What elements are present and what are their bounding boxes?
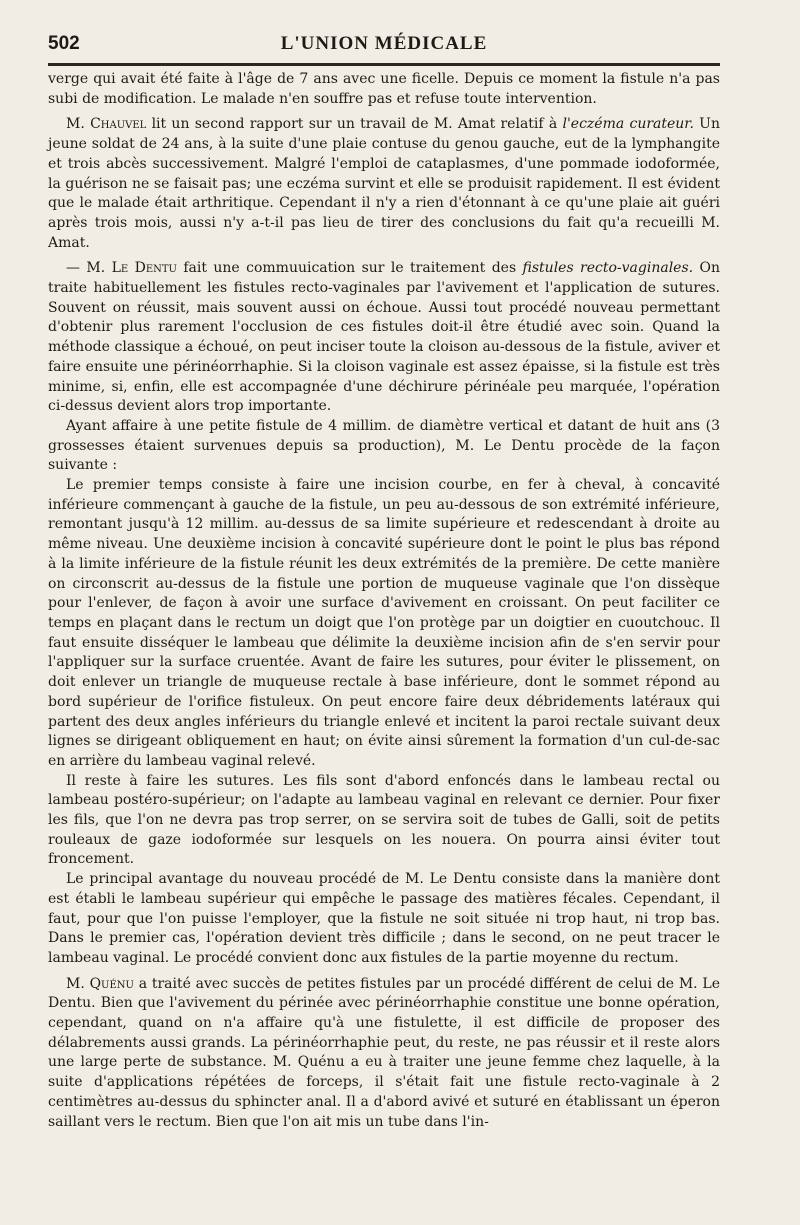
paragraph-3: — M. Le Dentu fait une commuuication sur le traitement des fistules recto-vaginales. On traite habituellement les fistules recto-vaginales par l'avivement et l'application de sutures. Souvent on réussit, mais souvent aussi on échoue. Aussi tout procédé nouveau permettant d'obtenir plus rarement l'occlusion de ces fistules doit-il être étudié avec soin. Quand la méthode classique a échoué, on peut inciser toute la cloison au-dessous de la fistule, aviver et faire ensuite une périnéorrhaphie. Si la cloison vaginale est assez épaisse, si la fistule est très minime, si, enfin, elle est accompagnée d'une déchirure périnéale peu marquée, l'opération ci-dessus devient alors trop importante. bbox=[48, 260, 721, 415]
running-head: L'UNION MÉDICALE bbox=[280, 33, 488, 54]
author-name: Le Dentu bbox=[111, 260, 177, 277]
header-rule bbox=[48, 63, 720, 66]
page-header bbox=[48, 33, 720, 59]
body-text bbox=[48, 70, 720, 1132]
paragraph-4: Ayant affaire à une petite fistule de 4 millim. de diamètre vertical et datant de huit ans (3 grossesses étaient survenues depuis sa production), M. Le Dentu procède de la façon suivante : bbox=[48, 417, 720, 474]
paragraph-8: M. Quénu a traité avec succès de petites fistules par un procédé différent de celui de M. Le Dentu. Bien que l'avivement du périnée avec périnéorrhaphie constitue une bonne opération, cependant, quand on n'a affaire qu'à une fistulette, il est difficile de proposer des délabrements aussi grands. La périnéorrhaphie peut, du reste, ne pas réussir et il reste alors une large perte de substance. M. Quénu a eu à traiter une jeune femme chez laquelle, à la suite d'applications répétées de forceps, il s'était fait une fistule recto-vaginale à 2 centimètres au-dessus du sphincter anal. Il a d'abord avivé et suturé en établissant un éperon saillant vers le rectum. Bien que l'on ait mis un tube dans l'in- bbox=[48, 975, 720, 1130]
paragraph-1: verge qui avait été faite à l'âge de 7 ans avec une ficelle. Depuis ce moment la fistule n'a pas subi de modification. Le malade n'en souffre pas et refuse toute intervention. bbox=[48, 71, 720, 107]
paragraph-7: Le principal avantage du nouveau procédé de M. Le Dentu consiste dans la manière dont est établi le lambeau supérieur qui empêche le passage des matières fécales. Cependant, il faut, pour que l'on puisse l'employer, que la fistule ne soit située ni trop haut, ni trop bas. Dans le premier cas, l'opération devient très difficile ; dans le second, on ne peut tracer le lambeau vaginal. Le procédé convient donc aux fistules de la partie moyenne du rectum. bbox=[48, 871, 720, 966]
paragraph-2: M. Chauvel lit un second rapport sur un travail de M. Amat relatif à l'eczéma curateur. Un jeune soldat de 24 ans, à la suite d'une plaie contuse du genou gauche, eut de la lymphangite et trois abcès successivement. Malgré l'emploi de cataplasmes, d'une pommade iodoformée, la guérison ne se faisait pas; une eczéma survint et elle se produisit rapidement. Il est évident que le malade était arthritique. Cependant il n'y a rien d'étonnant à ce qu'une plaie ait guéri après trois mois, aussi n'y a-t-il pas lieu de tirer des conclusions du fait qu'a recueilli M. Amat. bbox=[48, 116, 720, 251]
paragraph-6: Il reste à faire les sutures. Les fils sont d'abord enfoncés dans le lambeau rectal ou lambeau postéro-supérieur; on l'adapte au lambeau vaginal en relevant ce dernier. Pour fixer les fils, que l'on ne devra pas trop serrer, on se servira soit de tubes de Galli, soit de petits rouleaux de gaze iodoformée sur lesquels on les nouera. On pourra ainsi éviter tout froncement. bbox=[48, 772, 720, 868]
paragraph-5: Le premier temps consiste à faire une incision courbe, en fer à cheval, à concavité inférieure commençant à gauche de la fistule, un peu au-dessous de son extrémité inférieure, remontant jusqu'à 12 millim. au-dessus de sa limite supérieure et redescendant à droite au même niveau. Une deuxième incision à concavité supérieure dont le point le plus bas répond à la limite inférieure de la fistule réunit les deux extrémités de la première. De cette manière on circonscrit au-dessus de la fistule une portion de muqueuse vaginale que l'on dissèque pour l'enlever, de façon à avoir une surface d'avivement en croissant. On peut faciliter ce temps en plaçant dans le rectum un doigt que l'on protège par un doigtier en cuoutchouc. Il faut ensuite disséquer le lambeau que délimite la deuxième incision afin de s'en servir pour l'appliquer sur la surface cruentée. Avant de faire les sutures, pour éviter le plissement, on doit enlever un triangle de muqueuse rectale à base inférieure, dont le sommet répond au bord supérieur de l'orifice fistuleux. On peut encore faire deux débridements latéraux qui partent des deux angles inférieurs du triangle enlevé et incitent la paroi rectale suivant deux lignes se dirigeant obliquement en haut; on évite ainsi sûrement la formation d'un cul-de-sac en arrière du lambeau vaginal relevé. bbox=[48, 477, 720, 769]
author-name: Chauvel bbox=[90, 116, 147, 133]
author-name: Quénu bbox=[89, 975, 134, 992]
page-number: 502 bbox=[48, 33, 80, 54]
